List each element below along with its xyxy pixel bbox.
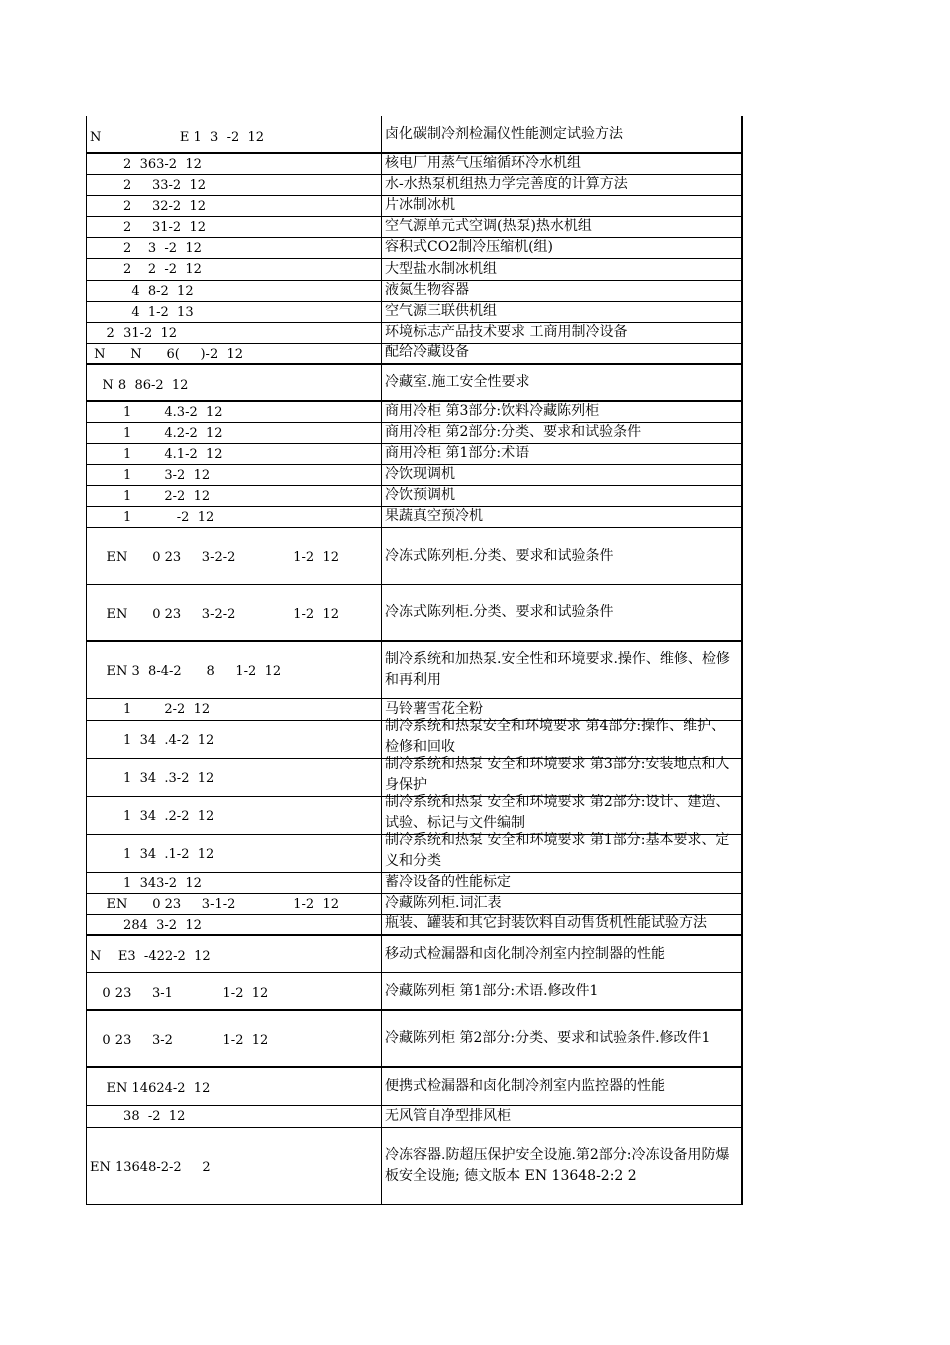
table-row	[86, 154, 743, 175]
standard-code-cell	[86, 217, 382, 237]
standard-title-text: 制冷系统和热泵安全和环境要求 第4部分:操作、维护、检修和回收	[385, 718, 726, 755]
standard-code-cell	[86, 835, 382, 872]
standard-title-text: 空气源单元式空调(热泵)热水机组	[385, 218, 592, 234]
standard-title-cell	[382, 281, 743, 301]
standard-title-text: 冷藏陈列柜.词汇表	[385, 895, 502, 911]
standard-code-text: N E 1 3 -2 12	[90, 130, 265, 145]
standard-code-text: 1 34 .4-2 12	[90, 733, 215, 748]
standard-code-cell	[86, 973, 382, 1009]
standard-title-cell	[382, 873, 743, 893]
table-row	[86, 196, 743, 217]
table-row	[86, 915, 743, 936]
table-row	[86, 832, 743, 873]
standard-code-cell	[86, 873, 382, 893]
standard-title-text: 瓶装、罐装和其它封装饮料自动售货机性能试验方法	[385, 915, 707, 931]
standard-code-text: 0 23 3-1 1-2 12	[90, 986, 269, 1001]
standard-title-text: 制冷系统和热泵 安全和环境要求 第3部分:安装地点和人身保护	[385, 756, 730, 793]
standard-code-cell	[86, 759, 382, 796]
standard-code-cell	[86, 642, 382, 698]
standard-title-cell	[382, 365, 743, 400]
standard-code-text: EN 0 23 3-2-2 1-2 12	[90, 550, 339, 565]
standard-code-text: 1 34 .1-2 12	[90, 847, 215, 862]
standard-code-cell	[86, 486, 382, 506]
standard-code-text: 2 3 -2 12	[90, 241, 202, 256]
standard-title-text: 冷藏陈列柜 第1部分:术语.修改件1	[385, 982, 599, 999]
standard-code-text: EN 13648-2-2 2	[90, 1160, 211, 1175]
standard-code-text: 1 3-2 12	[90, 468, 211, 483]
standard-code-text: 4 1-2 13	[90, 305, 194, 320]
standard-title-text: 冷冻容器.防超压保护安全设施.第2部分:冷冻设备用防爆板安全设施; 德文版本 EN 13648-2:2 2	[385, 1147, 730, 1184]
standard-title-text: 制冷系统和热泵 安全和环境要求 第1部分:基本要求、定义和分类	[385, 832, 730, 869]
table-row	[86, 365, 743, 402]
standard-code-text: 2 31-2 12	[90, 326, 178, 341]
standard-title-cell	[382, 465, 743, 485]
standard-code-text: 1 4.3-2 12	[90, 405, 223, 420]
standard-title-text: 冷藏室.施工安全性要求	[385, 374, 530, 390]
standard-title-text: 蓄冷设备的性能标定	[385, 874, 511, 890]
standard-code-text: 1 -2 12	[90, 510, 215, 525]
standard-code-text: 284 3-2 12	[90, 918, 202, 933]
standard-code-cell	[86, 894, 382, 914]
standard-title-cell	[382, 1128, 743, 1204]
standard-code-text: 2 32-2 12	[90, 199, 207, 214]
standard-code-text: 2 33-2 12	[90, 178, 207, 193]
table-row	[86, 344, 743, 365]
standard-title-cell	[382, 642, 743, 698]
standard-code-cell	[86, 721, 382, 758]
standard-title-cell	[382, 175, 743, 195]
standard-title-cell	[382, 323, 743, 343]
table-row	[86, 465, 743, 486]
standard-code-text: EN 3 8-4-2 8 1-2 12	[90, 664, 282, 679]
table-row	[86, 1068, 743, 1106]
table-row	[86, 444, 743, 465]
standard-title-cell	[382, 585, 743, 640]
standard-title-cell	[382, 196, 743, 216]
standard-title-cell	[382, 528, 743, 584]
standard-code-cell	[86, 915, 382, 934]
standard-code-cell	[86, 797, 382, 834]
standard-title-text: 环境标志产品技术要求 工商用制冷设备	[385, 324, 628, 340]
standard-title-text: 冷冻式陈列柜.分类、要求和试验条件	[385, 547, 614, 564]
table-row	[86, 402, 743, 423]
standard-title-cell	[382, 344, 743, 363]
standard-title-text: 液氮生物容器	[385, 282, 469, 298]
standard-code-cell	[86, 1011, 382, 1066]
spreadsheet-table	[86, 116, 743, 1205]
standard-code-cell	[86, 1106, 382, 1127]
table-row	[86, 238, 743, 259]
standard-title-text: 大型盐水制冰机组	[385, 261, 497, 277]
table-row	[86, 973, 743, 1011]
table-row	[86, 873, 743, 894]
standard-code-text: 1 2-2 12	[90, 702, 211, 717]
standard-code-cell	[86, 1128, 382, 1204]
standard-title-text: 冷藏陈列柜 第2部分:分类、要求和试验条件.修改件1	[385, 1030, 711, 1046]
standard-code-cell	[86, 175, 382, 195]
standard-title-cell	[382, 915, 743, 934]
standard-title-text: 水-水热泵机组热力学完善度的计算方法	[385, 176, 628, 192]
table-row	[86, 486, 743, 507]
standard-title-text: 卤化碳制冷剂检漏仪性能测定试验方法	[385, 125, 623, 142]
standard-title-cell	[382, 894, 743, 914]
table-row	[86, 642, 743, 699]
standard-code-text: N N 6( )-2 12	[90, 347, 244, 362]
standard-title-text: 空气源三联供机组	[385, 303, 497, 319]
table-row	[86, 175, 743, 196]
standard-title-cell	[382, 756, 743, 796]
table-row	[86, 1128, 743, 1205]
table-row	[86, 528, 743, 585]
standard-code-cell	[86, 936, 382, 972]
standard-title-cell	[382, 973, 743, 1009]
standard-code-text: 2 363-2 12	[90, 157, 202, 172]
standard-title-cell	[382, 302, 743, 322]
standard-code-text: EN 0 23 3-1-2 1-2 12	[90, 897, 339, 912]
table-row	[86, 302, 743, 323]
table-row	[86, 323, 743, 344]
standard-title-text: 商用冷柜 第1部分:术语	[385, 445, 530, 461]
standard-title-cell	[382, 444, 743, 464]
standard-code-cell	[86, 196, 382, 216]
standard-title-cell	[382, 507, 743, 527]
standard-code-text: 1 2-2 12	[90, 489, 211, 504]
table-row	[86, 423, 743, 444]
standard-code-cell	[86, 402, 382, 422]
standard-title-text: 配给冷藏设备	[385, 344, 469, 360]
table-row	[86, 1106, 743, 1128]
table-row	[86, 259, 743, 281]
standard-code-text: 38 -2 12	[90, 1109, 186, 1124]
standard-title-text: 无风管自净型排风柜	[385, 1108, 511, 1124]
standard-code-cell	[86, 1068, 382, 1105]
standard-title-text: 果蔬真空预冷机	[385, 508, 483, 524]
standard-code-cell	[86, 281, 382, 301]
standard-code-text: 2 2 -2 12	[90, 262, 202, 277]
standard-code-cell	[86, 423, 382, 443]
standard-code-text: 1 34 .2-2 12	[90, 809, 215, 824]
standard-title-cell	[382, 217, 743, 237]
standard-title-cell	[382, 794, 743, 834]
standard-title-text: 移动式检漏器和卤化制冷剂室内控制器的性能	[385, 945, 665, 962]
standard-title-text: 商用冷柜 第3部分:饮料冷藏陈列柜	[385, 403, 600, 419]
standard-code-text: 1 4.1-2 12	[90, 447, 223, 462]
standard-title-text: 冷饮现调机	[385, 466, 455, 482]
standard-code-text: EN 14624-2 12	[90, 1081, 211, 1096]
standard-title-text: 便携式检漏器和卤化制冷剂室内监控器的性能	[385, 1078, 665, 1094]
table-row	[86, 936, 743, 973]
table-row	[86, 281, 743, 302]
standard-code-text: 1 34 .3-2 12	[90, 771, 215, 786]
standard-title-cell	[382, 718, 743, 758]
standard-title-text: 片冰制冰机	[385, 197, 455, 213]
standard-code-cell	[86, 116, 382, 152]
standard-code-text: 2 31-2 12	[90, 220, 207, 235]
standard-code-cell	[86, 444, 382, 464]
standard-title-cell	[382, 832, 743, 872]
standard-title-text: 容积式CO2制冷压缩机(组)	[385, 239, 554, 255]
standard-title-cell	[382, 1068, 743, 1105]
table-row	[86, 585, 743, 642]
standard-code-cell	[86, 344, 382, 363]
standard-title-text: 核电厂用蒸气压缩循环冷水机组	[385, 155, 581, 171]
table-row	[86, 894, 743, 915]
standard-title-cell	[382, 486, 743, 506]
table-row	[86, 217, 743, 238]
standard-code-cell	[86, 585, 382, 640]
standard-code-text: 4 8-2 12	[90, 284, 194, 299]
standard-code-cell	[86, 154, 382, 174]
standard-title-cell	[382, 402, 743, 422]
standard-code-text: N 8 86-2 12	[90, 378, 189, 393]
standard-title-cell	[382, 936, 743, 972]
standard-code-cell	[86, 528, 382, 584]
standard-code-cell	[86, 259, 382, 280]
standard-title-cell	[382, 423, 743, 443]
standard-title-cell	[382, 154, 743, 174]
standard-title-text: 冷冻式陈列柜.分类、要求和试验条件	[385, 604, 614, 620]
table-row	[86, 1011, 743, 1068]
standard-code-cell	[86, 302, 382, 322]
table-row	[86, 507, 743, 528]
standard-title-cell	[382, 238, 743, 258]
standard-title-cell	[382, 1106, 743, 1127]
standard-code-cell	[86, 323, 382, 343]
standard-title-text: 马铃薯雪花全粉	[385, 701, 483, 717]
standard-code-cell	[86, 365, 382, 400]
standard-title-cell	[382, 259, 743, 280]
standard-code-cell	[86, 238, 382, 258]
standard-code-cell	[86, 699, 382, 720]
standard-title-text: 商用冷柜 第2部分:分类、要求和试验条件	[385, 424, 642, 440]
standard-code-text: N E3 -422-2 12	[90, 949, 211, 964]
standard-code-text: 1 4.2-2 12	[90, 426, 223, 441]
standard-code-cell	[86, 507, 382, 527]
standard-code-cell	[86, 465, 382, 485]
standard-title-cell	[382, 116, 743, 152]
standard-title-text: 冷饮预调机	[385, 487, 455, 503]
standard-code-text: 1 343-2 12	[90, 876, 202, 891]
standard-title-cell	[382, 1011, 743, 1066]
standard-code-text: 0 23 3-2 1-2 12	[90, 1033, 269, 1048]
standard-title-text: 制冷系统和加热泵.安全性和环境要求.操作、维修、检修和再利用	[385, 651, 730, 688]
table-row	[86, 116, 743, 154]
standard-code-text: EN 0 23 3-2-2 1-2 12	[90, 607, 339, 622]
standard-title-text: 制冷系统和热泵 安全和环境要求 第2部分:设计、建造、试验、标记与文件编制	[385, 794, 730, 831]
